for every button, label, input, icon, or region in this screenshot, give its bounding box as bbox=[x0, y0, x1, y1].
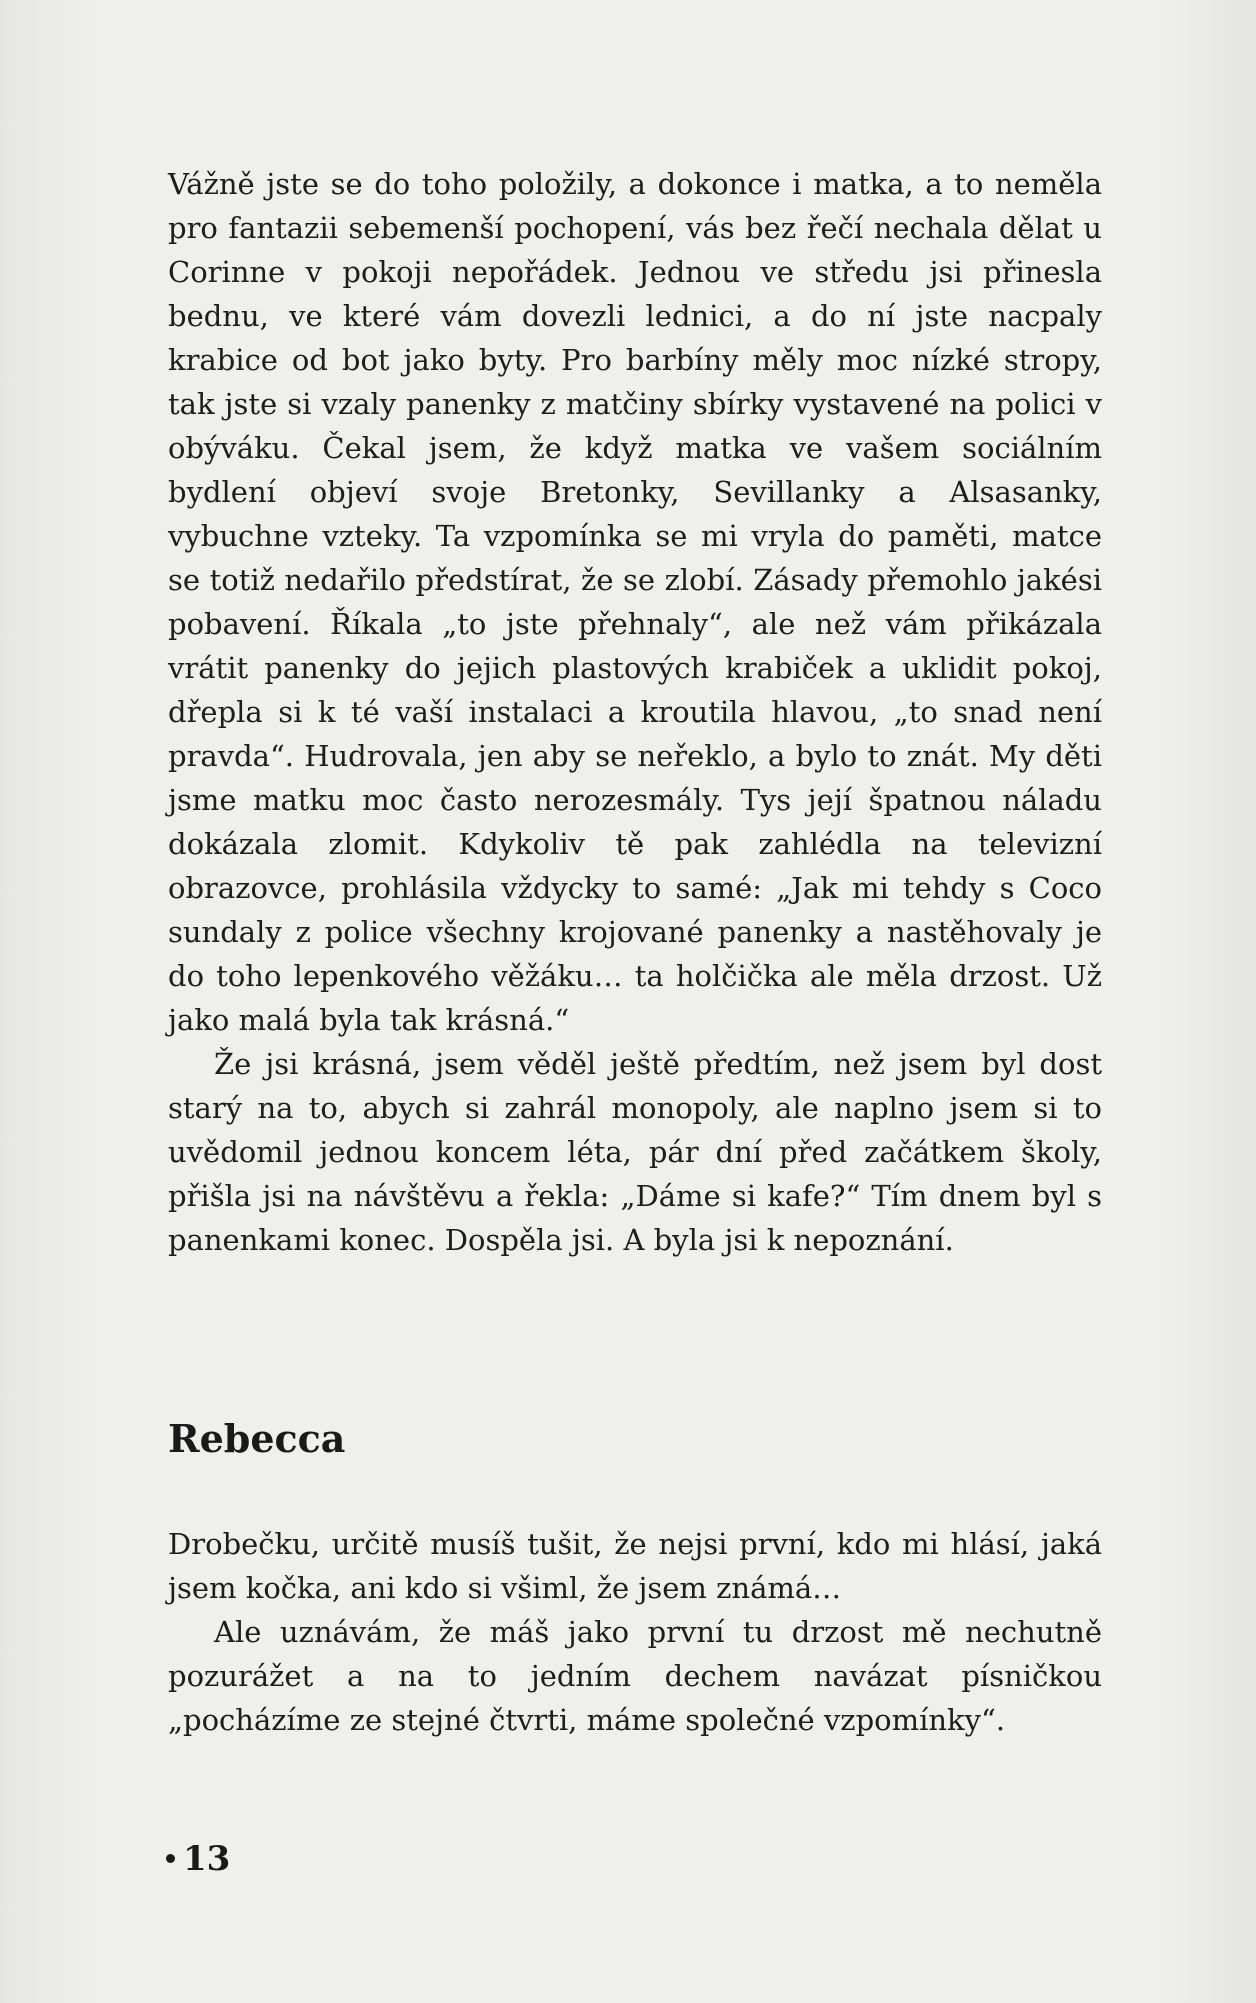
body-text-section-2 bbox=[168, 1522, 1102, 1742]
paragraph: Ale uznávám, že máš jako první tu drzost mě nechutně pozurážet a na to jedním dechem navázat písničkou „pocházíme ze stejné čtvrti, máme společné vzpomínky“. bbox=[168, 1615, 1102, 1737]
section-heading: Rebecca bbox=[168, 1416, 346, 1461]
page-number bbox=[166, 1834, 230, 1884]
paragraph: Drobečku, určitě musíš tušit, že nejsi první, kdo mi hlásí, jaká jsem kočka, ani kdo si všiml, že jsem známá… bbox=[168, 1527, 1102, 1605]
paragraph: Že jsi krásná, jsem věděl ještě předtím, než jsem byl dost starý na to, abych si zahrál monopoly, ale naplno jsem si to uvědomil jednou koncem léta, pár dní před začátkem školy, přišla jsi na návštěvu a řekla: „Dáme si kafe?“ Tím dnem byl s panenkami konec. Dospěla jsi. A byla jsi k nepoznání. bbox=[168, 1047, 1102, 1257]
page-number-value: 13 bbox=[183, 1839, 231, 1879]
paragraph: Vážně jste se do toho položily, a dokonce i matka, a to neměla pro fantazii sebemenší pochopení, vás bez řečí nechala dělat u Corinne v pokoji nepořádek. Jednou ve středu jsi přinesla bednu, ve které vám dovezli lednici, a do ní jste nacpaly krabice od bot jako byty. Pro barbíny měly moc nízké stropy, tak jste si vzaly panenky z matčiny sbírky vystavené na polici v obýváku. Čekal jsem, že když matka ve vašem sociálním bydlení objeví svoje Bretonky, Sevillanky a Alsasanky, vybuchne vzteky. Ta vzpomínka se mi vryla do paměti, matce se totiž nedařilo předstírat, že se zlobí. Zásady přemohlo jakési pobavení. Říkala „to jste přehnaly“, ale než vám přikázala vrátit panenky do jejich plastových krabiček a uklidit pokoj, dřepla si k té vaší instalaci a kroutila hlavou, „to snad není pravda“. Hudrovala, jen aby se neřeklo, a bylo to znát. My děti jsme matku moc často nerozesmály. Tys její špatnou náladu dokázala zlomit. Kdykoliv tě pak zahlédla na televizní obrazovce, prohlásila vždycky to samé: „Jak mi tehdy s Coco sundaly z police všechny krojované panenky a nastěhovaly je do toho lepenkového věžáku… ta holčička ale měla drzost. Už jako malá byla tak krásná.“ bbox=[168, 167, 1102, 1037]
body-text-section-1 bbox=[168, 162, 1102, 1262]
bullet-icon bbox=[166, 1854, 175, 1863]
